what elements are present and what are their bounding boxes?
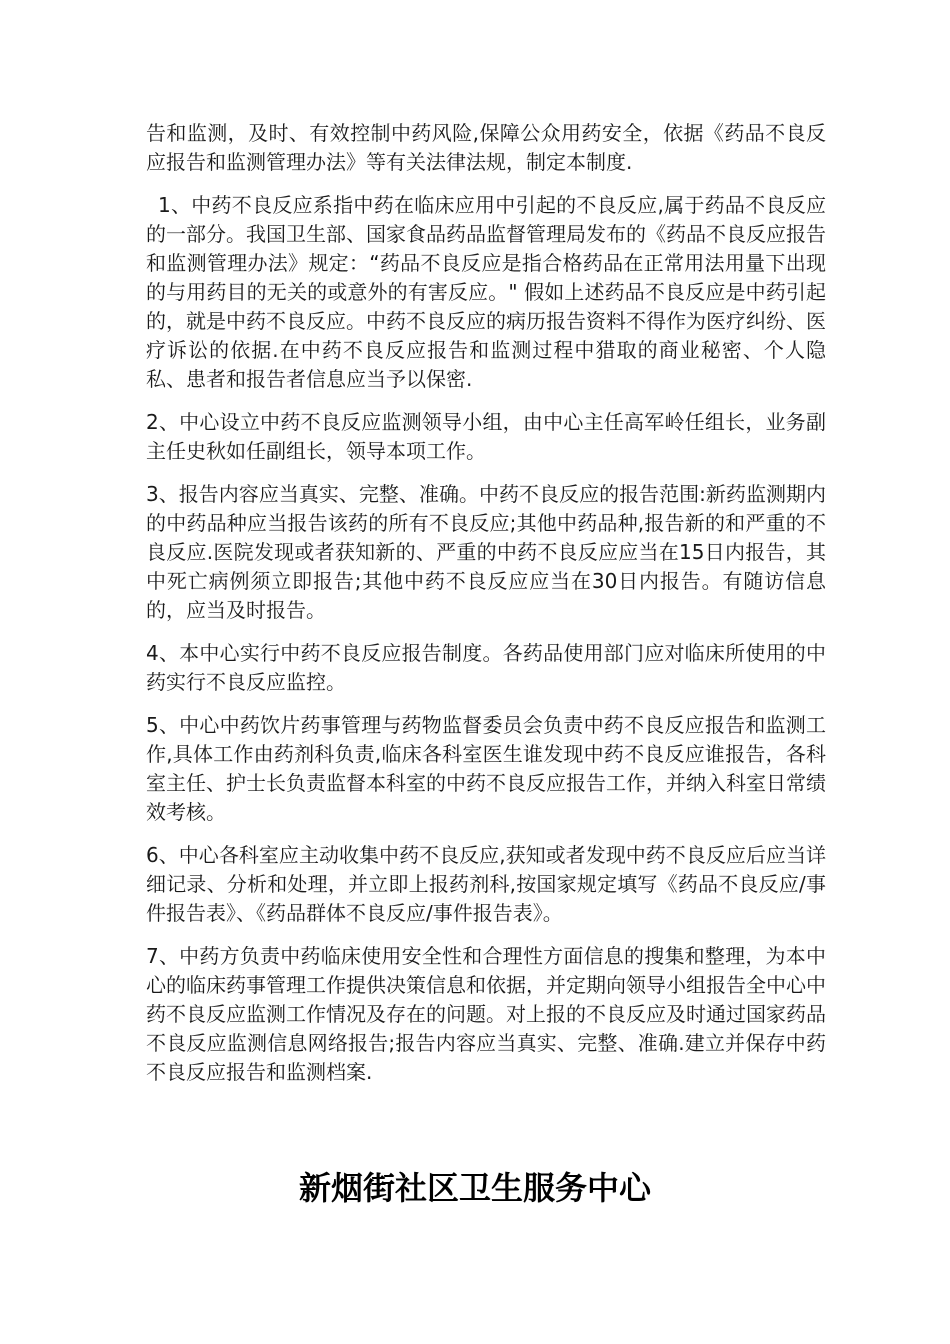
paragraph-item-6: 6、中心各科室应主动收集中药不良反应,获知或者发现中药不良反应后应当详细记录、分析和处理，并立即上报药剂科,按国家规定填写《药品不良反应/事件报告表》、《药品群体不良反应/事件报告表》。 [146,843,826,925]
organization-title: 新烟街社区卫生服务中心 [298,1169,651,1207]
paragraph-item-7: 7、中药方负责中药临床使用安全性和合理性方面信息的搜集和整理，为本中心的临床药事管理工作提供决策信息和依据，并定期向领导小组报告全中心中药不良反应监测工作情况及存在的问题。对上报的不良反应及时通过国家药品不良反应监测信息网络报告;报告内容应当真实、完整、准确.建立并保存中药不良反应报告和监测档案. [146,944,826,1084]
paragraph-item-4: 4、本中心实行中药不良反应报告制度。各药品使用部门应对临床所使用的中药实行不良反应监控。 [146,641,826,694]
document-body [146,119,826,1101]
paragraph-item-3: 3、报告内容应当真实、完整、准确。中药不良反应的报告范围:新药监测期内的中药品种应当报告该药的所有不良反应;其他中药品种,报告新的和严重的不良反应.医院发现或者获知新的、严重的中药不良反应应当在15日内报告，其中死亡病例须立即报告;其他中药不良反应应当在30日内报告。有随访信息的，应当及时报告。 [146,482,826,622]
paragraph-item-1: 1、中药不良反应系指中药在临床应用中引起的不良反应,属于药品不良反应的一部分。我国卫生部、国家食品药品监督管理局发布的《药品不良反应报告和监测管理办法》规定：“药品不良反应是指合格药品在正常用法用量下出现的与用药目的无关的或意外的有害反应。" 假如上述药品不良反应是中药引起的，就是中药不良反应。中药不良反应的病历报告资料不得作为医疗纠纷、医疗诉讼的依据.在中药不良反应报告和监测过程中猎取的商业秘密、个人隐私、患者和报告者信息应当予以保密. [146,193,826,391]
paragraph-item-5: 5、中心中药饮片药事管理与药物监督委员会负责中药不良反应报告和监测工作,具体工作由药剂科负责,临床各科室医生谁发现中药不良反应谁报告，各科室主任、护士长负责监督本科室的中药不良反应报告工作，并纳入科室日常绩效考核。 [146,713,826,824]
paragraph-item-2: 2、中心设立中药不良反应监测领导小组，由中心主任高军岭任组长，业务副主任史秋如任副组长，领导本项工作。 [146,410,826,463]
paragraph-intro: 告和监测，及时、有效控制中药风险,保障公众用药安全，依据《药品不良反应报告和监测管理办法》等有关法律法规，制定本制度. [146,121,826,174]
